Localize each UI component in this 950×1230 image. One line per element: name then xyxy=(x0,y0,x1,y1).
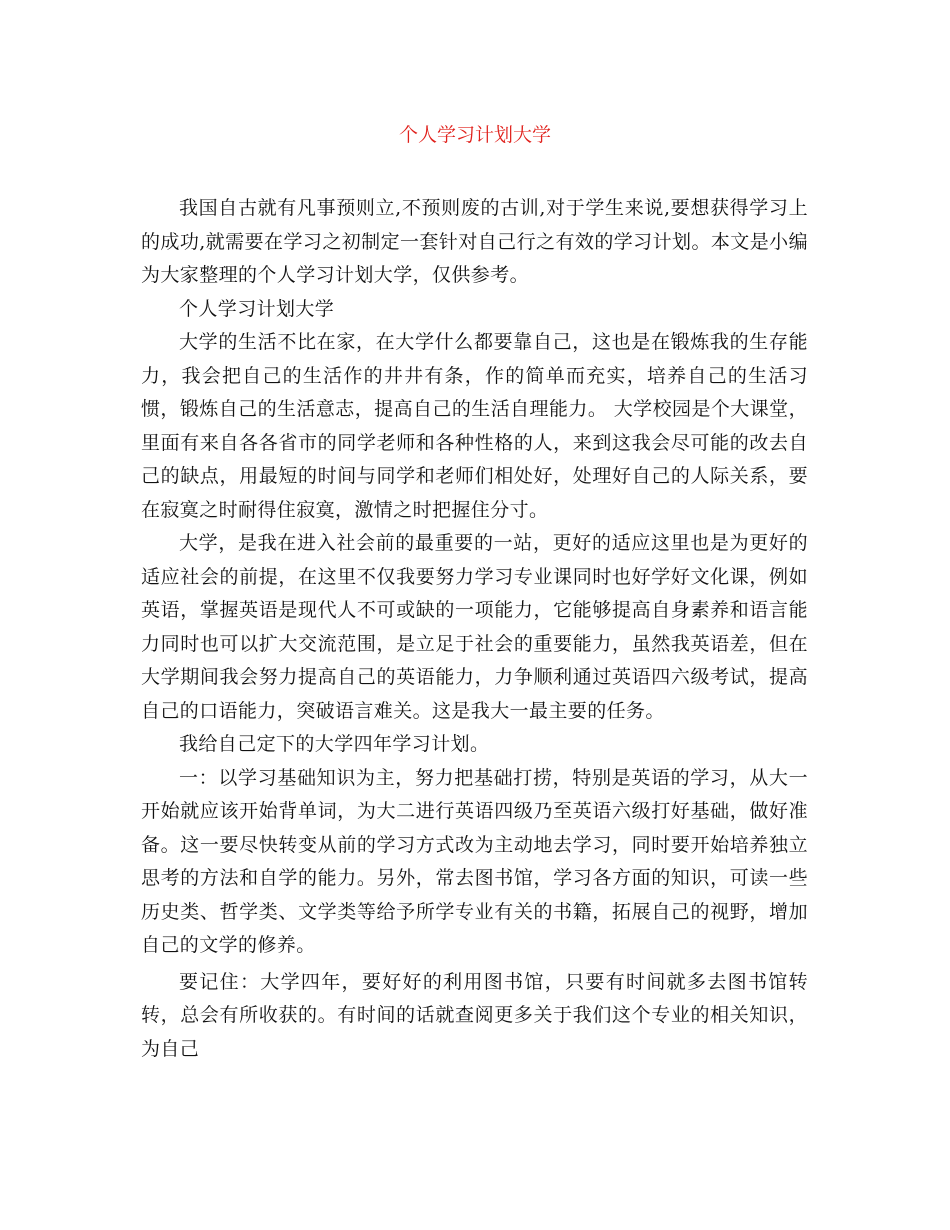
paragraph-intro: 我国自古就有凡事预则立,不预则废的古训,对于学生来说,要想获得学习上的成功,就需要在学习之初制定一套针对自己行之有效的学习计划。本文是小编为大家整理的个人学习计划大学，仅供参考。 xyxy=(141,197,808,286)
paragraph-college-life: 大学的生活不比在家，在大学什么都要靠自己，这也是在锻炼我的生存能力，我会把自己的生活作的井井有条，作的简单而充实，培养自己的生活习惯，锻炼自己的生活意志，提高自己的生活自理能力。 大学校园是个大课堂，里面有来自各各省市的同学老师和各种性格的人，来到这我会尽可能的改去自己的缺点，用最短的时间与同学和老师们相处好，处理好自己的人际关系，要在寂寞之时耐得住寂寞，激情之时把握住分寸。 xyxy=(141,331,808,521)
paragraph-subheading: 个人学习计划大学 xyxy=(179,297,335,320)
paragraph-four-year-plan: 我给自己定下的大学四年学习计划。 xyxy=(179,733,490,755)
document-title: 个人学习计划大学 xyxy=(398,124,551,146)
paragraph-step-one: 一：以学习基础知识为主，努力把基础打捞，特别是英语的学习，从大一开始就应该开始背单词，为大二进行英语四级乃至英语六级打好基础，做好准备。这一要尽快转变从前的学习方式改为主动地去学习，同时要开始培养独立思考的方法和自学的能力。另外，常去图书馆，学习各方面的知识，可读一些历史类、哲学类、文学类等给予所学专业有关的书籍，拓展自己的视野，增加自己的文学的修养。 xyxy=(141,766,808,956)
paragraph-library: 要记住：大学四年，要好好的利用图书馆，只要有时间就多去图书馆转转，总会有所收获的。有时间的话就查阅更多关于我们这个专业的相关知识，为自己 xyxy=(141,970,808,1060)
document-body xyxy=(141,192,808,1066)
paragraph-society-english: 大学，是我在进入社会前的最重要的一站，更好的适应这里也是为更好的适应社会的前提，在这里不仅我要努力学习专业课同时也好学好文化课，例如英语，掌握英语是现代人不可或缺的一项能力，它能够提高自身素养和语言能力同时也可以扩大交流范围，是立足于社会的重要能力，虽然我英语差，但在大学期间我会努力提高自己的英语能力，力争顺利通过英语四六级考试，提高自己的口语能力，突破语言难关。这是我大一最主要的任务。 xyxy=(141,532,808,722)
